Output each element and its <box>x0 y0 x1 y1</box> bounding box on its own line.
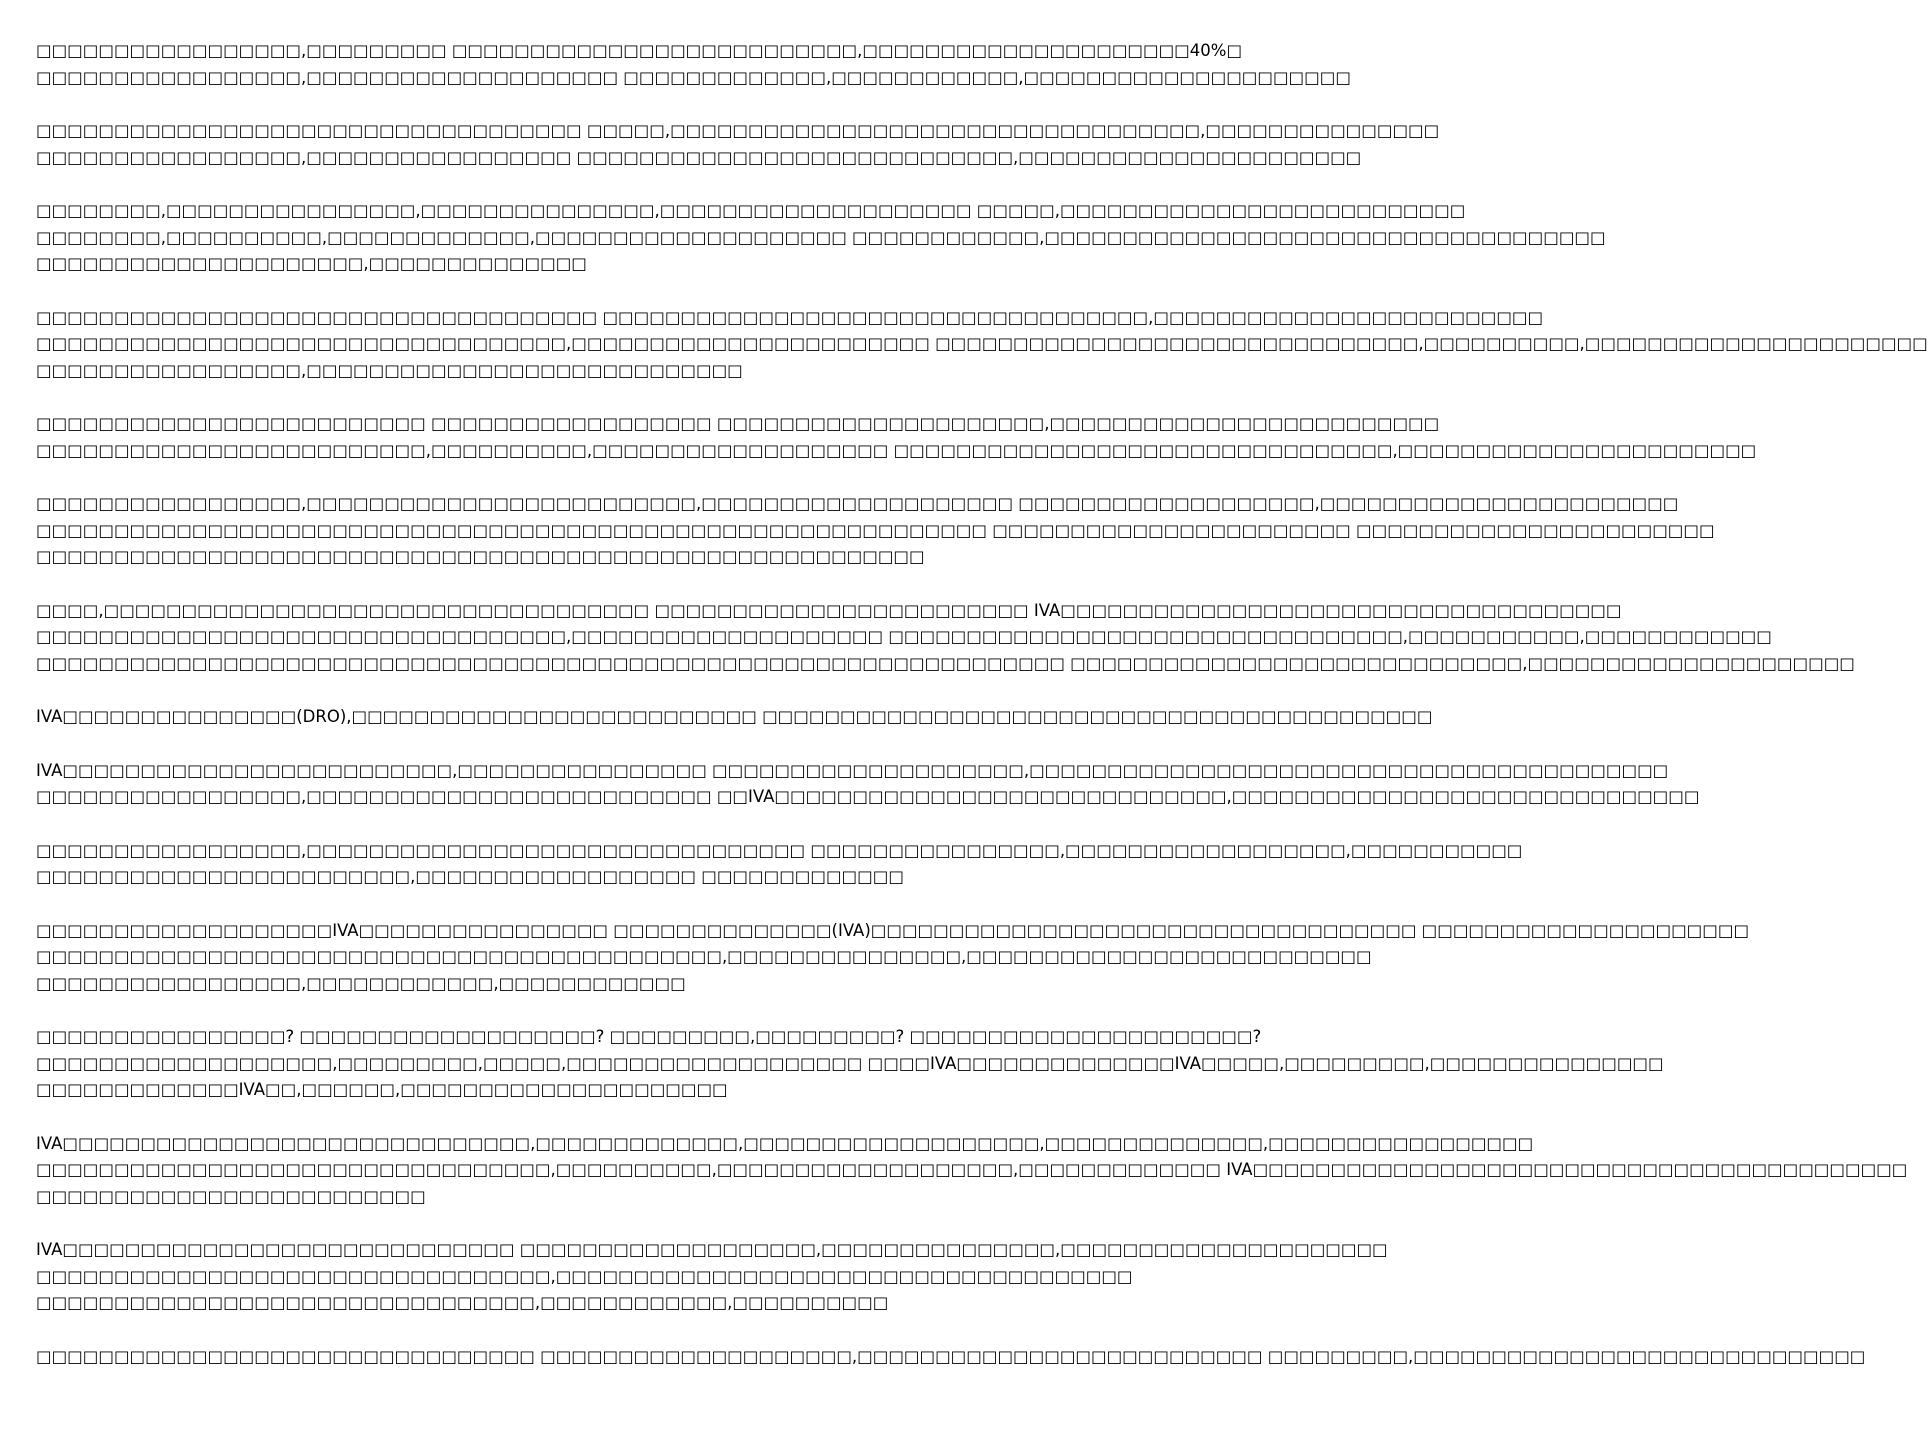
paragraph-line: □□□□□□□□□□□□□□□□□□□□□□□□□□□□□□□□□,□□□□□□□□□□,□□□□□□□□□□□□□□□□□□□,□□□□□□□□□□□□□ IVA□□□□□□□□□□□□□□□□□□□□□□□□□□□□□□□□□□□□□□□□□□ <box>36 1160 1908 1179</box>
paragraph-line: IVA□□□□□□□□□□□□□□□□□□□□□□□□□□□□□ □□□□□□□□□□□□□□□□□□□,□□□□□□□□□□□□□□□,□□□□□□□□□□□□□□□□□□□□□ <box>36 1240 1388 1259</box>
paragraph <box>36 838 1523 891</box>
paragraph <box>36 918 1750 998</box>
paragraph-line: □□□□□□□□□□□□□□□□□,□□□□□□□□□□□□□□□□□□□□ □□□□□□□□□□□□□,□□□□□□□□□□□□,□□□□□□□□□□□□□□□□□□□□□ <box>36 67 1351 87</box>
paragraph-line: □□□□□□□□,□□□□□□□□□□,□□□□□□□□□□□□□,□□□□□□□□□□□□□□□□□□□□ □□□□□□□□□□□□,□□□□□□□□□□□□□□□□□□□□□□□□□□□□□□□□□□□□ <box>36 227 1606 247</box>
paragraph-line: □□□□□□□□□□□□□□□□□□□□□□□□□□□□□□□□□,□□□□□□□□□□□□□□□□□□□□□□□□□□□□□□□□□□□□□ <box>36 1266 1133 1286</box>
paragraph-line: □□□□□□□□□□□□□□□□□□□□□□□□□□□□□□□□□□□□ □□□□□□□□□□□□□□□□□□□□□□□□□□□□□□□□□□□,□□□□□□□□□□□□□□□□□□□□□□□□□ <box>36 307 1544 327</box>
paragraph-line: □□□□□□□□□□□□□□□□□□□□□□□□□□□□□□□□□□□□□□□□□□□□□□□□□□□□□□□□□□□□□□□□□□ □□□□□□□□□□□□□□□□□□□□□□□□□□□□□,□□□□□□□□□□□□□□□□□□□□□ <box>36 653 1855 673</box>
document-body <box>36 38 1928 1370</box>
paragraph-line: IVA□□□□□□□□□□□□□□□□□□□□□□□□□□□□□□,□□□□□□□□□□□□□,□□□□□□□□□□□□□□□□□□□,□□□□□□□□□□□□□□,□□□□□□□□□□□□□□□□□ <box>36 1133 1534 1153</box>
paragraph-line: □□□□□□□□□□□□□□□□□□□□□□□□□ <box>36 1186 426 1206</box>
paragraph <box>36 305 1928 385</box>
paragraph-line: IVA□□□□□□□□□□□□□□□(DRO),□□□□□□□□□□□□□□□□□□□□□□□□□□ □□□□□□□□□□□□□□□□□□□□□□□□□□□□□□□□□□□□□□□□□□□ <box>36 707 1433 726</box>
paragraph <box>36 118 1440 171</box>
paragraph <box>36 38 1351 91</box>
paragraph-line: □□□□□□□□□□□□□□□□□□□□□□□□□□□□□□□□□□,□□□□□□□□□□□□□□□□□□□□□□□ □□□□□□□□□□□□□□□□□□□□□□□□□□□□□□□,□□□□□□□□□□,□□□□□□□□□□□□□□□□□□□□□□ <box>36 334 1928 353</box>
paragraph <box>36 411 1757 464</box>
paragraph-line: □□□□□□□□□□□□□IVA□□,□□□□□□,□□□□□□□□□□□□□□□□□□□□□ <box>36 1080 728 1099</box>
paragraph <box>36 758 1700 811</box>
paragraph-line: □□□□,□□□□□□□□□□□□□□□□□□□□□□□□□□□□□□□□□□□ □□□□□□□□□□□□□□□□□□□□□□□□ IVA□□□□□□□□□□□□□□□□□□□□□□□□□□□□□□□□□□□□ <box>36 600 1622 620</box>
paragraph-line: □□□□□□□□□□□□□□□□□□□□□□□□□□□□□□□□□□□□□□□□□□□□,□□□□□□□□□□□□□□□,□□□□□□□□□□□□□□□□□□□□□□□□□□ <box>36 947 1372 966</box>
paragraph-line: □□□□□□□□□□□□□□□□□□□□□□□□□,□□□□□□□□□□,□□□□□□□□□□□□□□□□□□□ □□□□□□□□□□□□□□□□□□□□□□□□□□□□□□□□,□□□□□□□□□□□□□□□□□□□□□□□ <box>36 440 1757 460</box>
paragraph-line: □□□□□□□□□□□□□□□□□,□□□□□□□□□□□□,□□□□□□□□□□□□ <box>36 973 686 993</box>
paragraph <box>36 1344 1866 1371</box>
paragraph-line: □□□□□□□□□□□□□□□□□□□,□□□□□□□□□,□□□□□,□□□□□□□□□□□□□□□□□□□ □□□□IVA□□□□□□□□□□□□□□IVA□□□□□,□□□□□□□□□,□□□□□□□□□□□□□□□ <box>36 1053 1664 1073</box>
paragraph-line: □□□□□□□□□□□□□□□□□,□□□□□□□□□ □□□□□□□□□□□□□□□□□□□□□□□□□□,□□□□□□□□□□□□□□□□□□□□□40%□ <box>36 41 1243 60</box>
paragraph-line: □□□□□□□□,□□□□□□□□□□□□□□□□,□□□□□□□□□□□□□□□,□□□□□□□□□□□□□□□□□□□□ □□□□□,□□□□□□□□□□□□□□□□□□□□□□□□□□ <box>36 201 1466 220</box>
paragraph <box>36 198 1606 278</box>
paragraph-line: □□□□□□□□□□□□□□□□□□□□□□□□□□□□□□□□□□□□□□□□□□□□□□□□□□□□□□□□□ <box>36 547 925 566</box>
paragraph-line: □□□□□□□□□□□□□□□□? □□□□□□□□□□□□□□□□□□□? □□□□□□□□□,□□□□□□□□□? □□□□□□□□□□□□□□□□□□□□□□? <box>36 1027 1262 1046</box>
paragraph <box>36 704 1433 731</box>
paragraph-line: □□□□□□□□□□□□□□□□□,□□□□□□□□□□□□□□□□□ □□□□□□□□□□□□□□□□□□□□□□□□□□□□,□□□□□□□□□□□□□□□□□□□□□□ <box>36 147 1362 167</box>
paragraph-line: IVA□□□□□□□□□□□□□□□□□□□□□□□□□,□□□□□□□□□□□□□□□□ □□□□□□□□□□□□□□□□□□□□,□□□□□□□□□□□□□□□□□□□□□□□□□□□□□□□□□□□□□□□□□ <box>36 760 1669 780</box>
paragraph <box>36 1237 1388 1317</box>
paragraph-line: □□□□□□□□□□□□□□□□□□□□□□□□□□□□□□□□□□□ □□□□□,□□□□□□□□□□□□□□□□□□□□□□□□□□□□□□□□□□,□□□□□□□□□□□□□□□ <box>36 121 1440 140</box>
paragraph-line: □□□□□□□□□□□□□□□□□,□□□□□□□□□□□□□□□□□□□□□□□□□□□□□□□□ □□□□□□□□□□□□□□□□,□□□□□□□□□□□□□□□□□□,□□□□□□□□□□□ <box>36 840 1523 860</box>
paragraph-line: □□□□□□□□□□□□□□□□□□□□□□□□,□□□□□□□□□□□□□□□□□□ □□□□□□□□□□□□□ <box>36 867 904 886</box>
paragraph-line: □□□□□□□□□□□□□□□□□,□□□□□□□□□□□□□□□□□□□□□□□□□□□□ <box>36 360 743 380</box>
paragraph <box>36 491 1715 571</box>
paragraph <box>36 1024 1664 1104</box>
paragraph-line: □□□□□□□□□□□□□□□□□□□□□□□□□ □□□□□□□□□□□□□□□□□□ □□□□□□□□□□□□□□□□□□□□□,□□□□□□□□□□□□□□□□□□□□□□□□□ <box>36 414 1440 433</box>
paragraph <box>36 1131 1908 1211</box>
paragraph-line: □□□□□□□□□□□□□□□□□□□□□□□□□□□□□□□□□□,□□□□□□□□□□□□□□□□□□□□ □□□□□□□□□□□□□□□□□□□□□□□□□□□□□□□□□,□□□□□□□□□□□,□□□□□□□□□□□□ <box>36 627 1772 646</box>
paragraph <box>36 598 1855 678</box>
paragraph-line: □□□□□□□□□□□□□□□□□□□IVA□□□□□□□□□□□□□□□□ □□□□□□□□□□□□□□(IVA)□□□□□□□□□□□□□□□□□□□□□□□□□□□□□□□□□□□ □□□□□□□□□□□□□□□□□□□□□ <box>36 920 1750 940</box>
paragraph-line: □□□□□□□□□□□□□□□□□,□□□□□□□□□□□□□□□□□□□□□□□□□□ □□IVA□□□□□□□□□□□□□□□□□□□□□□□□□□□□□,□□□□□□□□□□□□□□□□□□□□□□□□□□□□□□ <box>36 787 1700 806</box>
paragraph-line: □□□□□□□□□□□□□□□□□□□□□□□□□□□□□□□□ □□□□□□□□□□□□□□□□□□□□,□□□□□□□□□□□□□□□□□□□□□□□□□□ □□□□□□□□□,□□□□□□□□□□□□□□□□□□□□□□□□□□□□□ <box>36 1346 1866 1366</box>
paragraph-line: □□□□□□□□□□□□□□□□□□□□□□□□□□□□□□□□,□□□□□□□□□□□□,□□□□□□□□□□ <box>36 1293 889 1312</box>
paragraph-line: □□□□□□□□□□□□□□□□□,□□□□□□□□□□□□□□□□□□□□□□□□□,□□□□□□□□□□□□□□□□□□□□ □□□□□□□□□□□□□□□□□□□,□□□□□□□□□□□□□□□□□□□□□□□ <box>36 494 1679 513</box>
paragraph-line: □□□□□□□□□□□□□□□□□□□□□,□□□□□□□□□□□□□□ <box>36 254 587 273</box>
paragraph-line: □□□□□□□□□□□□□□□□□□□□□□□□□□□□□□□□□□□□□□□□□□□□□□□□□□□□□□□□□□□□□ □□□□□□□□□□□□□□□□□□□□□□□ □□□□□□□□□□□□□□□□□□□□□□□ <box>36 520 1715 540</box>
